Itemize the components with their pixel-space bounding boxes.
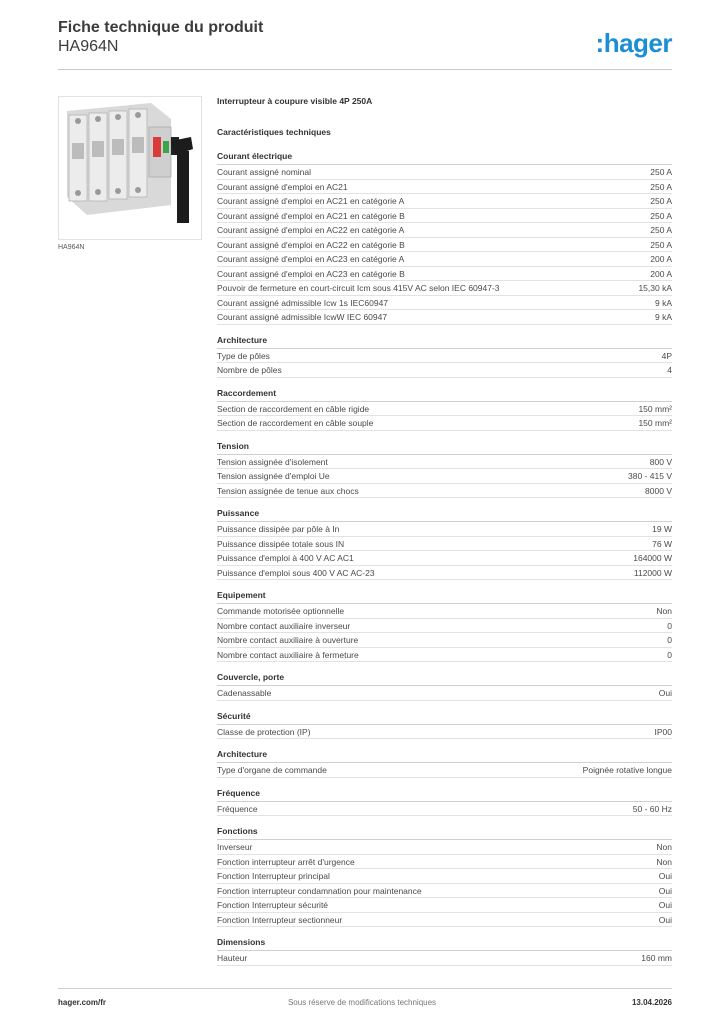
spec-value: Oui (658, 871, 672, 881)
spec-value: 112000 W (633, 567, 672, 578)
spec-row (217, 855, 672, 870)
section-heading: Raccordement (217, 388, 672, 402)
footer-divider (58, 988, 672, 989)
spec-row (217, 252, 672, 267)
spec-label: Puissance dissipée par pôle à In (217, 524, 340, 534)
spec-label: Nombre de pôles (217, 365, 282, 375)
spec-label: Courant assigné admissible Icw 1s IEC60947 (217, 297, 389, 308)
spec-row (217, 165, 672, 180)
spec-value: 0 (667, 635, 672, 645)
spec-row (217, 537, 672, 552)
spec-row (217, 267, 672, 282)
spec-value: 250 A (650, 239, 672, 250)
spec-row (217, 238, 672, 253)
spec-row (217, 281, 672, 296)
spec-row (217, 349, 672, 364)
spec-row (217, 913, 672, 928)
spec-label: Puissance dissipée totale sous IN (217, 538, 345, 549)
spec-row (217, 566, 672, 581)
spec-row (217, 416, 672, 431)
footer-disclaimer: Sous réserve de modifications techniques (287, 998, 437, 1007)
spec-row (217, 484, 672, 499)
spec-value: Oui (658, 688, 672, 698)
spec-label: Section de raccordement en câble souple (217, 418, 374, 428)
spec-label: Fonction Interrupteur sécurité (217, 900, 329, 910)
spec-sections (217, 151, 672, 966)
spec-row (217, 648, 672, 663)
spec-row (217, 209, 672, 224)
spec-row (217, 455, 672, 470)
product-image (58, 96, 202, 240)
hager-logo: :hager (595, 28, 672, 58)
spec-label: Nombre contact auxiliaire à ouverture (217, 635, 359, 645)
spec-label: Commande motorisée optionnelle (217, 606, 345, 616)
spec-value: 160 mm (641, 953, 672, 963)
section-heading: Puissance (217, 508, 672, 522)
spec-value: 9 kA (654, 297, 672, 308)
spec-value: 0 (667, 649, 672, 660)
spec-value: IP00 (654, 726, 672, 737)
spec-label: Puissance d'emploi à 400 V AC AC1 (217, 553, 354, 563)
spec-label: Courant assigné nominal (217, 167, 312, 177)
spec-value: 380 - 415 V (628, 471, 672, 481)
footer-date: 13.04.2026 (631, 998, 672, 1007)
spec-label: Courant assigné d'emploi en AC23 en catégorie B (217, 268, 405, 279)
spec-value: Oui (658, 914, 672, 925)
spec-value: Non (656, 856, 672, 867)
spec-value: 76 W (652, 538, 672, 549)
page-header (58, 18, 263, 56)
section-heading: Courant électrique (217, 151, 672, 165)
spec-label: Courant assigné d'emploi en AC22 en catégorie B (217, 239, 405, 250)
product-title: Interrupteur à coupure visible 4P 250A (217, 96, 373, 106)
spec-label: Courant assigné d'emploi en AC21 en catégorie B (217, 210, 405, 221)
spec-value: Oui (658, 885, 672, 896)
footer-website[interactable]: hager.com/fr (58, 998, 107, 1007)
spec-value: 250 A (650, 196, 672, 206)
spec-value: 250 A (650, 181, 672, 192)
spec-label: Courant assigné d'emploi en AC21 en catégorie A (217, 196, 405, 206)
spec-row (217, 686, 672, 701)
spec-label: Nombre contact auxiliaire à fermeture (217, 649, 359, 660)
section-heading: Fonctions (217, 826, 672, 840)
spec-value: Oui (658, 900, 672, 910)
spec-value: 200 A (650, 254, 672, 264)
spec-row (217, 633, 672, 648)
spec-label: Tension assignée d'emploi Ue (217, 471, 330, 481)
spec-label: Cadenassable (217, 688, 272, 698)
header-divider (58, 69, 672, 70)
spec-label: Fonction interrupteur arrêt d'urgence (217, 856, 355, 867)
spec-value: 250 A (650, 225, 672, 235)
spec-value: 250 A (650, 167, 672, 177)
spec-row (217, 223, 672, 238)
spec-label: Tension assignée de tenue aux chocs (217, 485, 359, 496)
spec-label: Tension assignée d'isolement (217, 456, 328, 467)
spec-label: Fonction Interrupteur sectionneur (217, 914, 343, 925)
spec-value: 4 (667, 365, 672, 375)
spec-label: Fréquence (217, 803, 258, 814)
spec-row (217, 551, 672, 566)
spec-label: Classe de protection (IP) (217, 726, 311, 737)
section-heading: Dimensions (217, 937, 672, 951)
spec-row (217, 725, 672, 740)
spec-value: 9 kA (654, 312, 672, 322)
spec-row (217, 296, 672, 311)
spec-row (217, 469, 672, 484)
image-caption: HA964N (58, 244, 85, 251)
spec-value: 800 V (649, 456, 672, 467)
spec-value: 200 A (650, 268, 672, 279)
spec-row (217, 898, 672, 913)
spec-value: 8000 V (645, 485, 672, 496)
spec-value: 19 W (652, 524, 672, 534)
switch-disconnector-illustration (59, 97, 201, 239)
spec-row (217, 180, 672, 195)
spec-row (217, 869, 672, 884)
spec-value: 150 mm² (638, 403, 672, 414)
section-heading: Fréquence (217, 788, 672, 802)
spec-label: Fonction interrupteur condamnation pour maintenance (217, 885, 422, 896)
spec-label: Type d'organe de commande (217, 765, 327, 775)
spec-value: 15,30 kA (638, 283, 672, 293)
spec-value: 250 A (650, 210, 672, 221)
spec-row (217, 951, 672, 966)
spec-label: Inverseur (217, 842, 253, 852)
spec-label: Courant assigné d'emploi en AC23 en catégorie A (217, 254, 405, 264)
spec-value: 164000 W (633, 553, 672, 563)
section-heading: Equipement (217, 590, 672, 604)
spec-row (217, 402, 672, 417)
spec-row (217, 619, 672, 634)
spec-value: Non (656, 842, 672, 852)
spec-value: Poignée rotative longue (582, 765, 672, 775)
spec-label: Pouvoir de fermeture en court-circuit Icm sous 415V AC selon IEC 60947-3 (217, 283, 500, 293)
section-heading: Architecture (217, 749, 672, 763)
spec-label: Nombre contact auxiliaire inverseur (217, 620, 351, 631)
page-title: Fiche technique du produit (58, 19, 264, 36)
spec-label: Fonction Interrupteur principal (217, 871, 330, 881)
spec-row (217, 604, 672, 619)
section-heading: Architecture (217, 335, 672, 349)
spec-row (217, 763, 672, 778)
spec-label: Hauteur (217, 953, 248, 963)
spec-label: Courant assigné d'emploi en AC21 (217, 181, 348, 192)
spec-row (217, 522, 672, 537)
spec-value: 50 - 60 Hz (632, 803, 672, 814)
spec-value: Non (656, 606, 672, 616)
spec-row (217, 363, 672, 378)
spec-row (217, 310, 672, 325)
spec-row (217, 884, 672, 899)
spec-label: Type de pôles (217, 350, 270, 361)
spec-value: 4P (661, 350, 672, 361)
section-heading: Couvercle, porte (217, 672, 672, 686)
spec-row (217, 802, 672, 817)
spec-row (217, 840, 672, 855)
section-heading: Tension (217, 441, 672, 455)
specs-heading: Caractéristiques techniques (217, 127, 331, 137)
product-reference: HA964N (58, 38, 119, 55)
spec-row (217, 194, 672, 209)
spec-content (217, 96, 672, 966)
spec-label: Courant assigné admissible IcwW IEC 60947 (217, 312, 388, 322)
spec-label: Puissance d'emploi sous 400 V AC AC-23 (217, 567, 375, 578)
spec-label: Section de raccordement en câble rigide (217, 403, 370, 414)
spec-label: Courant assigné d'emploi en AC22 en catégorie A (217, 225, 405, 235)
spec-value: 0 (667, 620, 672, 631)
spec-value: 150 mm² (638, 418, 672, 428)
section-heading: Sécurité (217, 711, 672, 725)
